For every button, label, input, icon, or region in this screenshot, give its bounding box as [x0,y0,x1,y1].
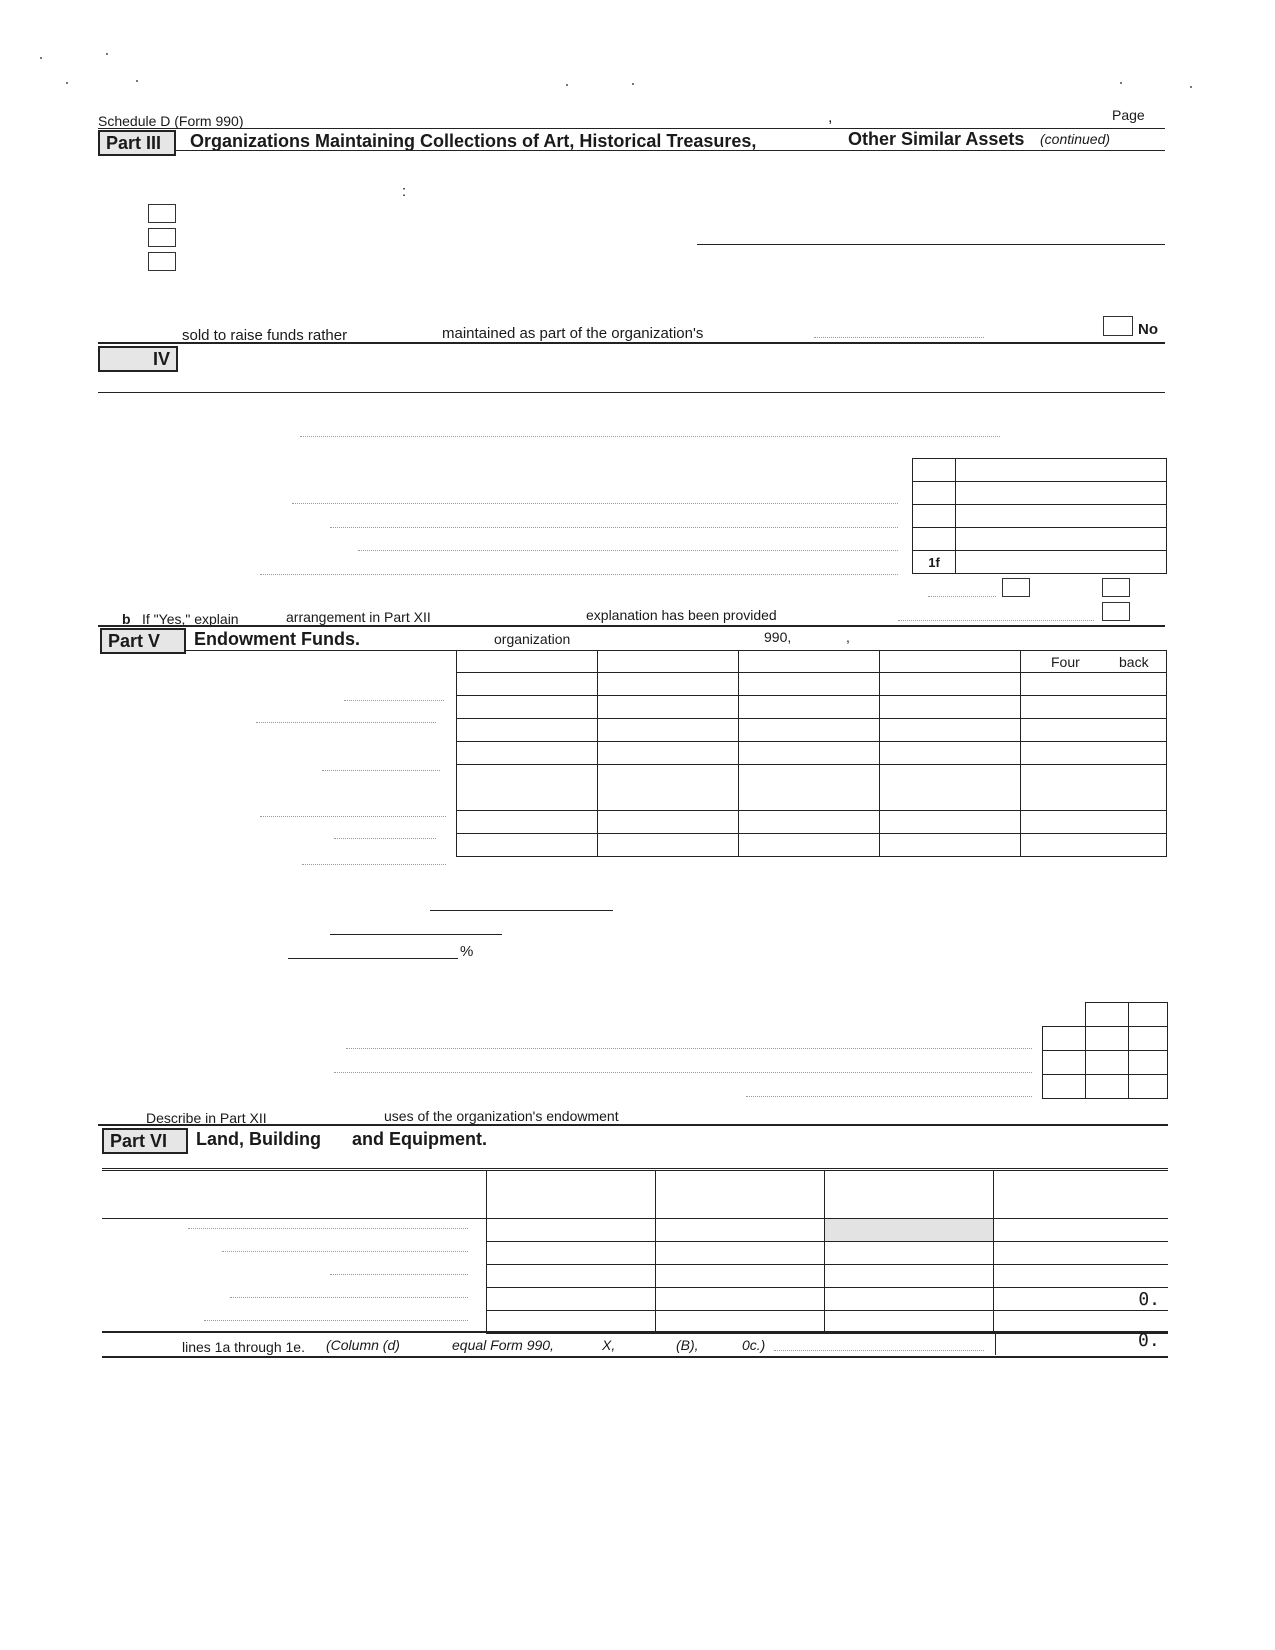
cell[interactable] [487,1265,656,1288]
scan-speck [566,84,568,86]
part4-amount-table [912,458,1167,574]
column-c-header [825,1171,994,1219]
cell[interactable] [1021,811,1167,834]
column-a-header [457,651,598,673]
amount-cell[interactable] [956,551,1167,574]
amount-cell[interactable] [956,482,1167,505]
no-header [1128,1003,1168,1027]
leader-dots [330,1274,468,1275]
line-number-cell [913,528,956,551]
cell[interactable] [880,719,1021,742]
part3-line-a: sold to raise funds rather [182,327,348,344]
cell[interactable] [825,1265,994,1288]
cell[interactable] [487,1242,656,1265]
scan-speck [66,82,68,84]
yes-cell[interactable] [1085,1075,1128,1099]
line-number-cell [1043,1075,1086,1099]
leader-dots [814,337,984,338]
column-e-header [1021,651,1167,673]
part6-title-b: and Equipment. [352,1129,487,1149]
scan-speck [106,53,108,55]
part4-yes-checkbox[interactable] [1002,578,1030,597]
cell[interactable] [880,765,1021,811]
cell[interactable] [487,1288,656,1311]
part4-b-label: b [122,611,131,627]
scan-speck [40,57,42,59]
column-b-header [598,651,739,673]
part3-no-label: No [1138,321,1158,338]
no-cell[interactable] [1128,1051,1168,1075]
cell[interactable] [598,834,739,857]
cell[interactable] [994,1242,1169,1265]
leader-dots [344,700,444,701]
part5-describe: Describe in Part XII [146,1110,267,1126]
row-label [102,1265,487,1288]
cell[interactable] [739,673,880,696]
line-number-cell [913,459,956,482]
scan-speck [1190,86,1192,88]
cell[interactable] [825,1242,994,1265]
cell[interactable] [457,742,598,765]
no-cell[interactable] [1128,1075,1168,1099]
column-c-header [739,651,880,673]
part6-total-top-rule [102,1331,1168,1333]
cell[interactable] [457,765,598,811]
part3-title-rule [176,150,1165,151]
leader-dots [260,574,898,575]
part3-checkbox-c[interactable] [148,252,176,271]
cell[interactable] [656,1242,825,1265]
cell[interactable] [1021,696,1167,719]
cell[interactable] [656,1219,825,1242]
cell[interactable] [880,811,1021,834]
cell[interactable] [656,1288,825,1311]
scan-speck [1120,82,1122,84]
cell[interactable] [739,765,880,811]
part5-comma: , [846,629,850,645]
part4-label: IV [98,346,178,372]
cell[interactable] [1021,719,1167,742]
line-number-cell [1043,1051,1086,1075]
leader-dots [300,436,1000,437]
leader-dots [322,770,440,771]
scan-speck [136,80,138,82]
scan-speck [632,83,634,85]
part3-explain-line [697,244,1165,245]
column-b-header [656,1171,825,1219]
cell[interactable] [457,834,598,857]
part5-uses: uses of the organization's endowment [384,1108,619,1124]
part6-top-rule [98,1124,1168,1126]
schedule-title: Schedule D (Form 990) [98,113,244,129]
cell[interactable] [598,811,739,834]
description-header [102,1171,487,1219]
shaded-cell [825,1219,994,1242]
part6-title-a: Land, Building [196,1129,321,1149]
leader-dots [302,864,446,865]
cell[interactable] [880,673,1021,696]
part5-organization: organization [494,631,571,647]
blank-cell [1043,1003,1086,1027]
cell[interactable] [1021,765,1167,811]
header-comma-mark: , [828,109,833,126]
part5-entry-line-3 [288,958,458,959]
amount-cell[interactable] [956,459,1167,482]
part5-title: Endowment Funds. [194,629,360,649]
part6-total-text: lines 1a through 1e. [182,1339,305,1355]
cell[interactable] [457,696,598,719]
part4-arrangement: arrangement in Part XII [286,609,431,625]
amount-cell[interactable] [956,528,1167,551]
part5-entry-line-1 [430,910,613,911]
part6-bottom-rule [102,1356,1168,1358]
cell[interactable] [598,719,739,742]
column-a-header [487,1171,656,1219]
part5-form-ref: 990, [764,629,792,645]
leader-dots [204,1320,468,1321]
part3-line-b: maintained as part of the organization's [442,325,704,342]
part4-explanation: explanation has been provided [586,607,777,623]
column-d-header [994,1171,1169,1219]
part6-total-oc: 0c.) [742,1337,766,1353]
part5-top-rule [98,625,1165,627]
leader-dots [346,1048,1032,1049]
part6-asset-table [102,1170,1168,1334]
part3-colon: : [402,183,407,200]
cell[interactable] [656,1265,825,1288]
part4-b-text: If "Yes," explain [142,611,239,627]
line-number-cell [913,482,956,505]
part3-label: Part III [98,130,176,156]
part6-total-col: (Column (d) [326,1337,400,1353]
cell[interactable] [1021,673,1167,696]
leader-dots [774,1350,984,1351]
part3-title: Organizations Maintaining Collections of Art, Historical Treasures, [190,131,757,151]
cell[interactable] [739,811,880,834]
part4-explained-checkbox[interactable] [1102,602,1130,621]
row-label [102,1242,487,1265]
cell[interactable] [457,719,598,742]
part6-total-divider [995,1331,996,1355]
line-1e-total[interactable]: 0. [994,1288,1169,1311]
yes-cell[interactable] [1085,1027,1128,1051]
no-cell[interactable] [1128,1027,1168,1051]
cell[interactable] [457,673,598,696]
cell[interactable] [598,742,739,765]
leader-dots [188,1228,468,1229]
leader-dots [292,503,898,504]
cell[interactable] [457,811,598,834]
cell[interactable] [880,742,1021,765]
amount-cell[interactable] [956,505,1167,528]
part6-total-equal: equal Form 990, [452,1337,554,1353]
cell[interactable] [739,742,880,765]
cell[interactable] [739,719,880,742]
line-number-cell [913,505,956,528]
part5-yes-no-table [1042,1002,1168,1099]
part6-label: Part VI [102,1128,188,1154]
line-number-cell [1043,1027,1086,1051]
leader-dots [330,527,898,528]
part6-total-x: X, [602,1337,616,1353]
row-label [102,1219,487,1242]
column-d-header [880,651,1021,673]
leader-dots [260,816,446,817]
cell[interactable] [598,673,739,696]
part6-grand-total[interactable]: 0. [1138,1330,1160,1351]
cell[interactable] [739,834,880,857]
cell[interactable] [880,834,1021,857]
leader-dots [230,1297,468,1298]
part3-continued: (continued) [1040,131,1111,147]
part3-checkbox-b[interactable] [148,228,176,247]
part5-percent: % [460,943,474,960]
part3-checkbox-a[interactable] [148,204,176,223]
cell[interactable] [739,696,880,719]
page-label: Page [1112,107,1145,123]
part4-title-rule [98,392,1165,393]
yes-header [1085,1003,1128,1027]
cell[interactable] [1021,834,1167,857]
line-1f-cell: 1f [913,551,956,574]
cell[interactable] [1021,742,1167,765]
cell[interactable] [880,696,1021,719]
part6-title-rule [102,1168,1168,1169]
leader-dots [222,1251,468,1252]
leader-dots [358,550,898,551]
cell[interactable] [994,1265,1169,1288]
yes-cell[interactable] [1085,1051,1128,1075]
leader-dots [928,596,996,597]
part5-label: Part V [100,628,186,654]
cell[interactable] [598,765,739,811]
leader-dots [256,722,436,723]
part5-entry-line-2 [330,934,502,935]
cell[interactable] [487,1219,656,1242]
part4-no-checkbox[interactable] [1102,578,1130,597]
part5-endowment-table [456,650,1167,857]
leader-dots [334,838,436,839]
cell[interactable] [598,696,739,719]
part3-no-checkbox[interactable] [1103,316,1133,336]
cell[interactable] [825,1288,994,1311]
leader-dots [746,1096,1032,1097]
row-label [102,1288,487,1311]
col-four-label: Four [1051,654,1080,670]
part3-title-cont: Other Similar Assets [848,129,1025,149]
cell[interactable] [994,1219,1169,1242]
col-back-label: back [1119,654,1149,670]
leader-dots [334,1072,1032,1073]
leader-dots [898,620,1094,621]
part4-top-rule [98,342,1165,344]
part6-total-b: (B), [676,1337,699,1353]
